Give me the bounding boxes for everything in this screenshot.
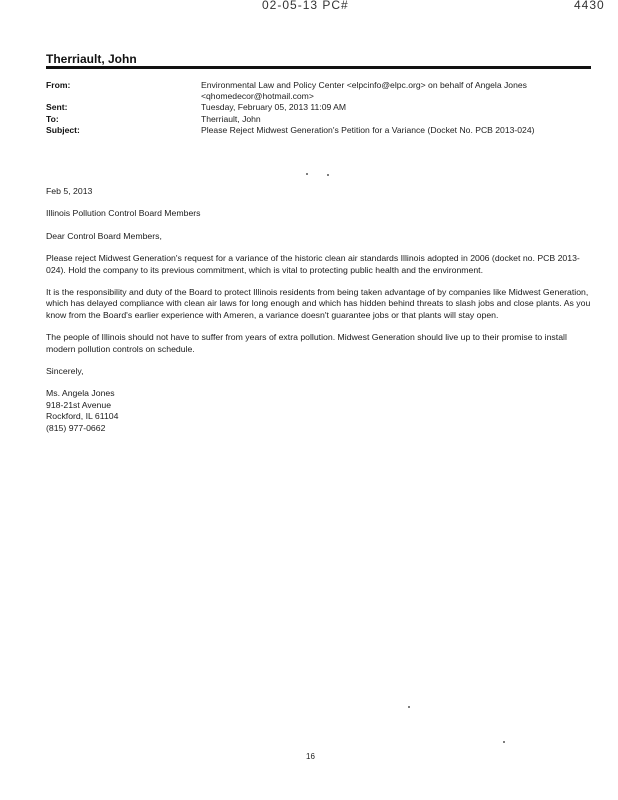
heading-divider <box>46 66 591 69</box>
stamp-number: 4430 <box>574 0 605 12</box>
to-row <box>46 114 591 125</box>
signature-block <box>46 388 591 434</box>
letter-date: Feb 5, 2013 <box>46 186 93 196</box>
signature-phone: (815) 977-0662 <box>46 422 106 433</box>
letter-paragraph-2: It is the responsibility and duty of the Board to protect Illinois residents from being taken advantage of by companies like Midwest Generation, which has delayed compliance with clean air laws for long enough and which has hidden behind threats to slash jobs and close plants. As you know from the Board's earlier experience with Ameren, a variance doesn't guarantee jobs or that plants will stay open. <box>46 287 591 320</box>
sent-value: Tuesday, February 05, 2013 11:09 AM <box>201 102 347 113</box>
letter-body <box>46 186 591 445</box>
from-value-line2: <qhomedecor@hotmail.com> <box>201 91 314 102</box>
to-value: Therriault, John <box>201 113 261 124</box>
recipient-name-heading: Therriault, John <box>46 52 137 66</box>
from-value-line1: Environmental Law and Policy Center <elpcinfo@elpc.org> on behalf of Angela Jones <box>201 80 527 90</box>
docket-stamp <box>0 0 618 18</box>
sent-label: Sent: <box>46 102 68 113</box>
letter-paragraph-1: Please reject Midwest Generation's request for a variance of the historic clean air standards Illinois adopted in 2006 (docket no. PCB 2013-024). Hold the company to its previous commitment, which is vital to protecting public health and the environment. <box>46 253 580 275</box>
sent-row <box>46 102 591 113</box>
from-value <box>201 80 591 102</box>
signature-name: Ms. Angela Jones <box>46 388 115 399</box>
signature-address-line2: Rockford, IL 61104 <box>46 411 119 422</box>
subject-row <box>46 125 591 136</box>
stamp-date-code: 02-05-13 PC# <box>262 0 349 12</box>
scan-speck <box>306 173 308 175</box>
letter-salutation: Dear Control Board Members, <box>46 230 162 241</box>
scan-speck <box>503 741 505 743</box>
signature-address-line1: 918-21st Avenue <box>46 399 112 410</box>
from-label: From: <box>46 80 71 90</box>
letter-paragraph-3: The people of Illinois should not have to suffer from years of extra pollution. Midwest Generation should live up to their promise to install modern pollution controls on schedule. <box>46 332 567 354</box>
subject-label: Subject: <box>46 124 80 135</box>
scan-speck <box>408 706 410 708</box>
from-row <box>46 80 591 102</box>
email-header-fields <box>46 80 591 136</box>
page-number: 16 <box>306 752 315 761</box>
scan-speck <box>327 174 329 176</box>
subject-value: Please Reject Midwest Generation's Petition for a Variance (Docket No. PCB 2013-024) <box>201 124 535 135</box>
letter-closing: Sincerely, <box>46 366 84 377</box>
letter-recipient: Illinois Pollution Control Board Members <box>46 208 201 219</box>
to-label: To: <box>46 113 59 124</box>
